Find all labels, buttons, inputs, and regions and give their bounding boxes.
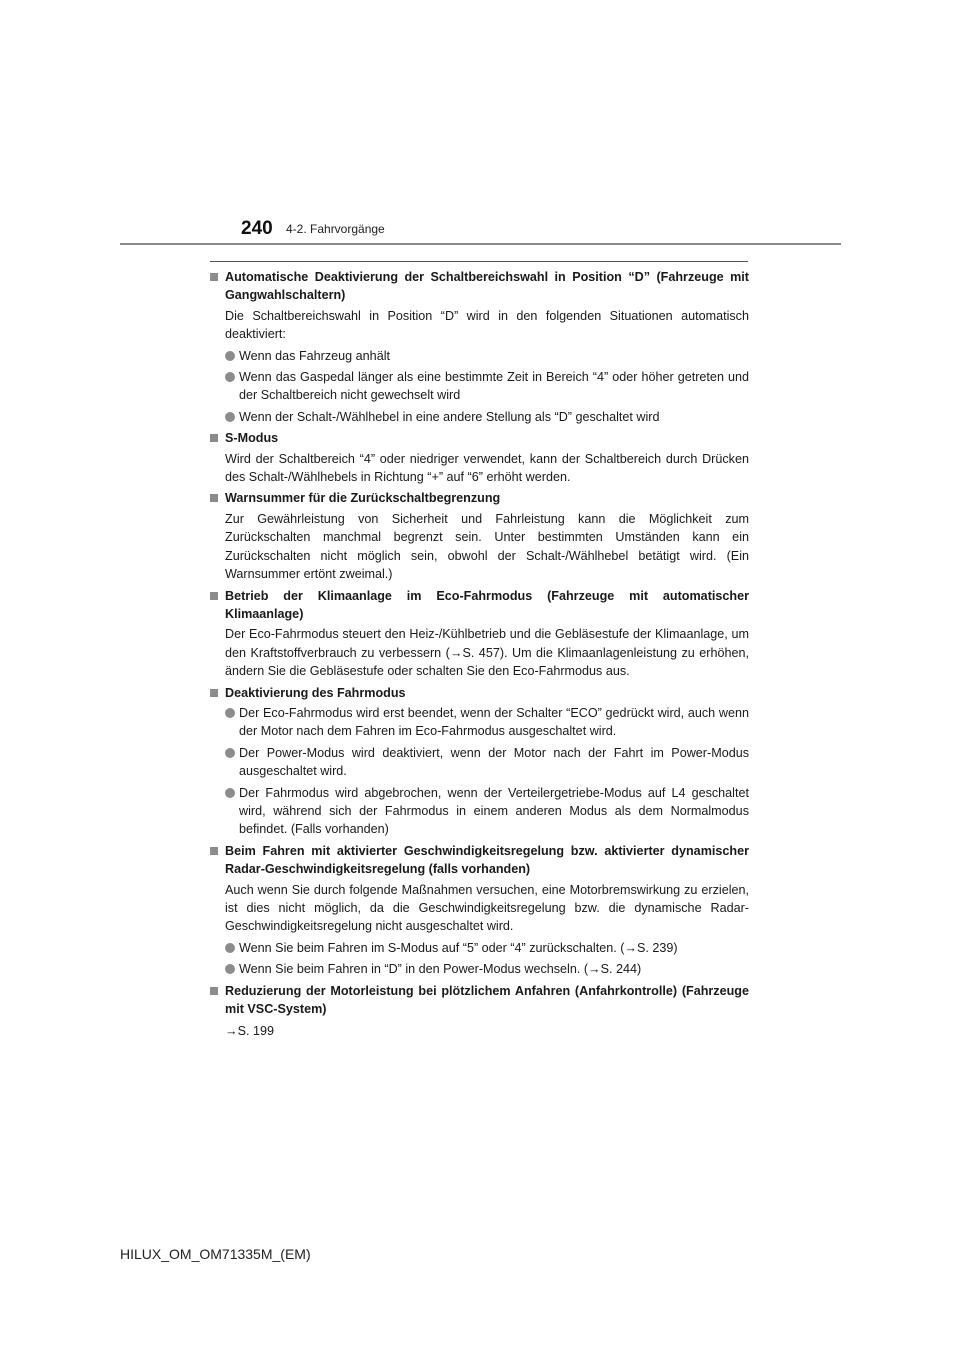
section-eco-climate bbox=[210, 587, 749, 681]
circle-bullet-icon bbox=[225, 939, 239, 957]
list-item bbox=[225, 347, 749, 365]
section-launch-control bbox=[210, 982, 749, 1041]
footer-code: HILUX_OM_OM71335M_(EM) bbox=[120, 1246, 311, 1262]
square-bullet-icon bbox=[210, 842, 225, 879]
section-cruise-control bbox=[210, 842, 749, 979]
list-item-text: Der Eco-Fahrmodus wird erst beendet, wenn der Schalter “ECO” gedrückt wird, auch wenn der Motor nach dem Fahren im Eco-Fahrmodus ausgeschaltet wird. bbox=[239, 705, 749, 739]
list-item-text: Der Fahrmodus wird abgebrochen, wenn der Verteilergetriebe-Modus auf L4 geschaltet wird, während sich der Fahrmodus in einem anderen Modus als dem Normalmodus befindet. (Falls vorhanden) bbox=[239, 785, 749, 837]
list-item bbox=[225, 408, 749, 426]
section-heading bbox=[210, 684, 749, 702]
circle-bullet-icon bbox=[225, 347, 239, 365]
section-heading bbox=[210, 982, 749, 1019]
heading-text: Beim Fahren mit aktivierter Geschwindigkeitsregelung bzw. aktivierter dynamischer Radar-Geschwindigkeitsregelung (falls vorhanden) bbox=[225, 843, 749, 877]
circle-bullet-icon bbox=[225, 960, 239, 978]
list-item-text: Wenn das Gaspedal länger als eine bestimmte Zeit in Bereich “4” oder höher getreten und der Schaltbereich nicht gewechselt wird bbox=[239, 370, 749, 403]
circle-bullet-icon bbox=[225, 704, 239, 741]
circle-bullet-icon bbox=[225, 744, 239, 781]
square-bullet-icon bbox=[210, 489, 225, 507]
section-paragraph: Die Schaltbereichswahl in Position “D” wird in den folgenden Situationen automatisch deaktiviert: bbox=[225, 308, 749, 342]
circle-bullet-icon bbox=[225, 784, 239, 839]
section-paragraph: Auch wenn Sie durch folgende Maßnahmen versuchen, eine Motorbremswirkung zu erzielen, ist dies nicht möglich, da die Geschwindigkeitsregelung bzw. die dynamische Radar-Geschwindigkeitsregelung nicht ausgeschaltet wird. bbox=[225, 882, 749, 934]
section-auto-deactivation bbox=[210, 268, 749, 426]
list-item bbox=[225, 960, 749, 978]
section-downshift-warning bbox=[210, 489, 749, 583]
section-drive-mode-deactivation bbox=[210, 684, 749, 839]
section-paragraph: Zur Gewährleistung von Sicherheit und Fahrleistung kann die Möglichkeit zum Zurückschalten manchmal begrenzt sein. Unter bestimmten Umständen kann ein Zurückschalten nicht möglich sein, obwohl der Schalt-/Wählhebel betätigt wird. (Ein Warnsummer ertönt zweimal.) bbox=[225, 511, 749, 582]
heading-text: Betrieb der Klimaanlage im Eco-Fahrmodus (Fahrzeuge mit automatischer Klimaanlage) bbox=[225, 588, 749, 621]
list-item bbox=[225, 784, 749, 839]
section-heading bbox=[210, 268, 749, 305]
section-title: 4-2. Fahrvorgänge bbox=[286, 222, 385, 236]
section-heading bbox=[210, 842, 749, 879]
list-item-text: Der Power-Modus wird deaktiviert, wenn der Motor nach der Fahrt im Power-Modus ausgeschaltet wird. bbox=[239, 745, 749, 779]
heading-text: Reduzierung der Motorleistung bei plötzlichem Anfahren (Anfahrkontrolle) (Fahrzeuge mit VSC-System) bbox=[225, 983, 749, 1017]
square-bullet-icon bbox=[210, 268, 225, 305]
header-rule bbox=[120, 243, 841, 245]
square-bullet-icon bbox=[210, 587, 225, 624]
page-number: 240 bbox=[241, 218, 273, 239]
page-reference-link[interactable]: →S. 199 bbox=[225, 1024, 275, 1039]
square-bullet-icon bbox=[210, 429, 225, 447]
section-heading bbox=[210, 587, 749, 624]
list-item-text: Wenn Sie beim Fahren in “D” in den Power-Modus wechseln. (→S. 244) bbox=[239, 962, 642, 977]
circle-bullet-icon bbox=[225, 408, 239, 426]
heading-text: Automatische Deaktivierung der Schaltbereichswahl in Position “D” (Fahrzeuge mit Gangwahlschaltern) bbox=[225, 270, 749, 303]
list-item bbox=[225, 939, 749, 957]
list-item-text: Wenn Sie beim Fahren im S-Modus auf “5” oder “4” zurückschalten. (→S. 239) bbox=[239, 940, 678, 955]
circle-bullet-icon bbox=[225, 368, 239, 405]
content-rule bbox=[210, 261, 748, 262]
list-item bbox=[225, 368, 749, 405]
section-heading bbox=[210, 489, 749, 507]
square-bullet-icon bbox=[210, 982, 225, 1019]
heading-text: Warnsummer für die Zurückschaltbegrenzung bbox=[225, 491, 501, 506]
list-item-text: Wenn das Fahrzeug anhält bbox=[239, 348, 390, 363]
content-body bbox=[210, 268, 749, 1044]
section-heading bbox=[210, 429, 749, 447]
list-item-text: Wenn der Schalt-/Wählhebel in eine andere Stellung als “D” geschaltet wird bbox=[239, 409, 660, 424]
section-s-mode bbox=[210, 429, 749, 486]
list-item bbox=[225, 704, 749, 741]
section-paragraph: Der Eco-Fahrmodus steuert den Heiz-/Kühlbetrieb und die Gebläsestufe der Klimaanlage, um den Kraftstoffverbrauch zu verbessern (→S. 457). Um die Klimaanlagenleistung zu erhöhen, ändern Sie die Gebläsestufe oder schalten Sie den Eco-Fahrmodus aus. bbox=[225, 627, 749, 679]
heading-text: Deaktivierung des Fahrmodus bbox=[225, 685, 406, 700]
square-bullet-icon bbox=[210, 684, 225, 702]
section-paragraph: Wird der Schaltbereich “4” oder niedriger verwendet, kann der Schaltbereich durch Drücken des Schalt-/Wählhebels in Richtung “+” auf “6” erhöht werden. bbox=[225, 451, 749, 485]
list-item bbox=[225, 744, 749, 781]
heading-text: S-Modus bbox=[225, 431, 279, 446]
